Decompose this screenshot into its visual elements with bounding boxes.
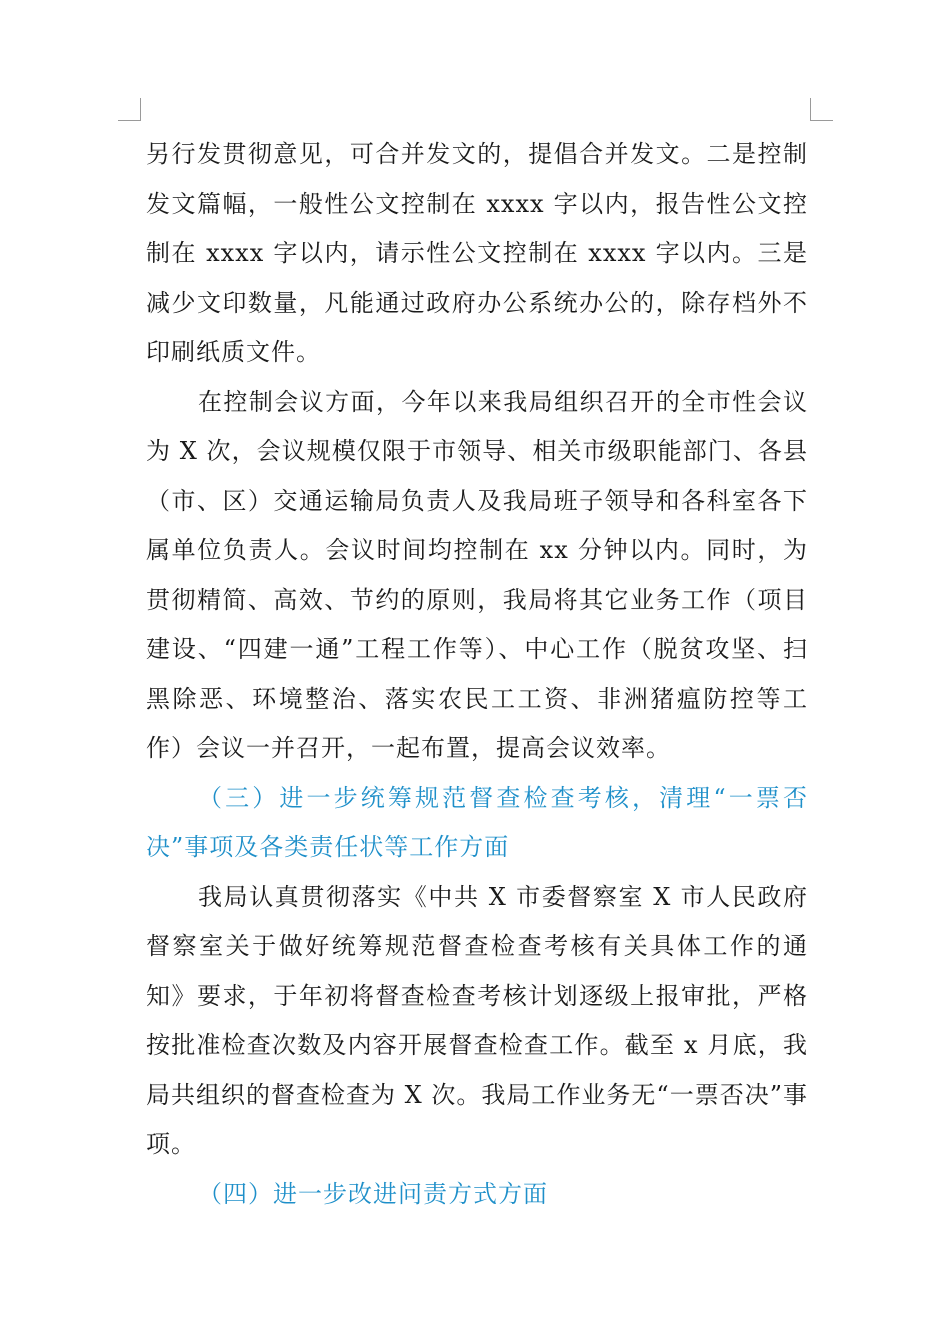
section-heading-3: （三）进一步统筹规范督查检查考核，清理“一票否决”事项及各类责任状等工作方面 — [146, 783, 808, 861]
section-heading-4: （四）进一步改进问责方式方面 — [198, 1179, 548, 1208]
crop-mark-top-left — [118, 98, 141, 121]
crop-mark-top-right — [810, 98, 833, 121]
paragraph-meeting-control: 在控制会议方面，今年以来我局组织召开的全市性会议为 X 次，会议规模仅限于市领导、相关市级职能部门、各县（市、区）交通运输局负责人及我局班子领导和各科室各下属单位负责人。会议时间均控制在 xx 分钟以内。同时，为贯彻精简、高效、节约的原则，我局将其它业务工作（项目建设、“四建一通”工程工作等）、中心工作（脱贫攻坚、扫黑除恶、环境整治、落实农民工工资、非洲猪瘟防控等工作）会议一并召开，一起布置，提高会议效率。 — [146, 387, 808, 762]
document-body — [146, 130, 808, 1219]
paragraph-document-control: 另行发贯彻意见，可合并发文的，提倡合并发文。二是控制发文篇幅，一般性公文控制在 xxxx 字以内，报告性公文控制在 xxxx 字以内，请示性公文控制在 xxxx 字以内。三是减少文印数量，凡能通过政府办公系统办公的，除存档外不印刷纸质文件。 — [146, 140, 808, 366]
paragraph-inspection: 我局认真贯彻落实《中共 X 市委督察室 X 市人民政府督察室关于做好统筹规范督查检查考核有关具体工作的通知》要求，于年初将督查检查考核计划逐级上报审批，严格按批准检查次数及内容开展督查检查工作。截至 x 月底，我局共组织的督查检查为 X 次。我局工作业务无“一票否决”事项。 — [146, 882, 808, 1158]
